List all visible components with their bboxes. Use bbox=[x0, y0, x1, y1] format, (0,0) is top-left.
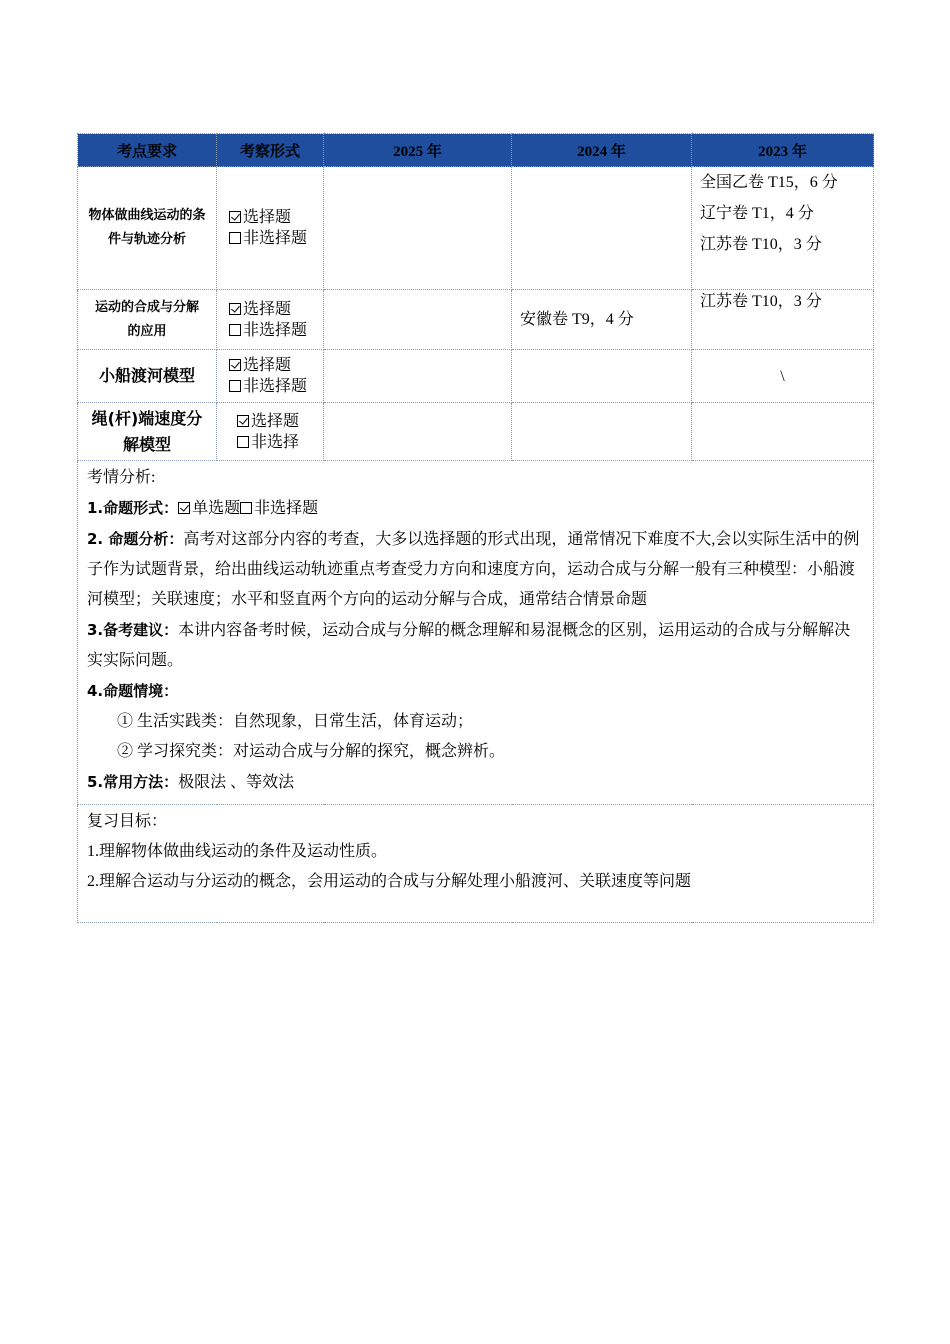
document-page bbox=[77, 133, 873, 923]
exam-ref: 辽宁卷 T1，4 分 bbox=[700, 205, 814, 222]
goals-block bbox=[78, 805, 874, 923]
goals-heading: 复习目标： bbox=[87, 813, 168, 830]
exam-ref: 江苏卷 T10，3 分 bbox=[700, 293, 822, 310]
unchecked-box-icon bbox=[229, 232, 241, 244]
analysis-item-3: 3.备考建议：本讲内容备考时候，运动合成与分解的概念理解和易混概念的区别，运用运动的合成与分解解决实实际问题。 bbox=[87, 621, 851, 669]
goals-row bbox=[78, 805, 874, 923]
topic-cell: 运动的合成与分解的应用 bbox=[78, 290, 217, 350]
checked-box-icon bbox=[178, 502, 190, 514]
cell-2024: 安徽卷 T9，4 分 bbox=[512, 290, 692, 350]
cell-2023 bbox=[692, 290, 874, 350]
analysis-item-4: 4.命题情境： bbox=[87, 682, 179, 700]
header-topic: 考点要求 bbox=[78, 134, 217, 167]
cell-2024 bbox=[512, 350, 692, 403]
form-cell: 选择题 非选择 bbox=[217, 403, 324, 461]
cell-2025 bbox=[324, 403, 512, 461]
cell-2024 bbox=[512, 167, 692, 290]
cell-2023 bbox=[692, 403, 874, 461]
exam-ref: \ bbox=[780, 367, 785, 385]
form-cell: 选择题 非选择题 bbox=[217, 290, 324, 350]
unchecked-box-icon bbox=[240, 502, 252, 514]
analysis-item-1: 1.命题形式： 单选题 非选择题 bbox=[87, 499, 319, 517]
exam-ref: 全国乙卷 T15，6 分 bbox=[700, 174, 838, 191]
header-form: 考察形式 bbox=[217, 134, 324, 167]
cell-2025 bbox=[324, 167, 512, 290]
header-2023: 2023 年 bbox=[692, 134, 874, 167]
table-row bbox=[78, 167, 874, 290]
analysis-item-2: 2. 命题分析：高考对这部分内容的考查，大多以选择题的形式出现，通常情况下难度不大,会以实际生活中的例子作为试题背景，给出曲线运动轨迹重点考查受力方向和速度方向，运动合成与分解一般有三种模型：小船渡河模型；关联速度；水平和竖直两个方向的运动分解与合成，通常结合情景命题 bbox=[87, 530, 860, 608]
exam-ref: 江苏卷 T10，3 分 bbox=[700, 236, 822, 253]
analysis-item-4-sub-1: ① 生活实践类：自然现象，日常生活，体育运动； bbox=[117, 713, 474, 730]
checked-box-icon bbox=[229, 359, 241, 371]
topic-cell: 小船渡河模型 bbox=[78, 350, 217, 403]
checked-box-icon bbox=[229, 211, 241, 223]
cell-2025 bbox=[324, 290, 512, 350]
table-row bbox=[78, 350, 874, 403]
analysis-row bbox=[78, 461, 874, 805]
exam-overview-table bbox=[77, 133, 874, 923]
cell-2023 bbox=[692, 350, 874, 403]
analysis-block bbox=[78, 461, 874, 805]
header-2025: 2025 年 bbox=[324, 134, 512, 167]
topic-cell: 物体做曲线运动的条件与轨迹分析 bbox=[78, 167, 217, 290]
table-row bbox=[78, 290, 874, 350]
unchecked-box-icon bbox=[229, 324, 241, 336]
form-cell: 选择题 非选择题 bbox=[217, 167, 324, 290]
analysis-heading: 考情分析: bbox=[87, 469, 156, 486]
goals-item-1: 1.理解物体做曲线运动的条件及运动性质。 bbox=[87, 843, 388, 860]
checked-box-icon bbox=[229, 303, 241, 315]
table-row bbox=[78, 403, 874, 461]
unchecked-box-icon bbox=[237, 436, 249, 448]
cell-2025 bbox=[324, 350, 512, 403]
analysis-item-4-sub-2: ② 学习探究类：对运动合成与分解的探究，概念辨析。 bbox=[117, 743, 506, 760]
goals-item-2: 2.理解合运动与分运动的概念，会用运动的合成与分解处理小船渡河、关联速度等问题 bbox=[87, 873, 692, 890]
form-cell: 选择题 非选择题 bbox=[217, 350, 324, 403]
unchecked-box-icon bbox=[229, 380, 241, 392]
header-2024: 2024 年 bbox=[512, 134, 692, 167]
cell-2023 bbox=[692, 167, 874, 290]
table-header-row bbox=[78, 134, 874, 167]
topic-cell: 绳(杆)端速度分解模型 bbox=[78, 403, 217, 461]
cell-2024 bbox=[512, 403, 692, 461]
analysis-item-5: 5.常用方法：极限法 、等效法 bbox=[87, 773, 295, 791]
checked-box-icon bbox=[237, 415, 249, 427]
